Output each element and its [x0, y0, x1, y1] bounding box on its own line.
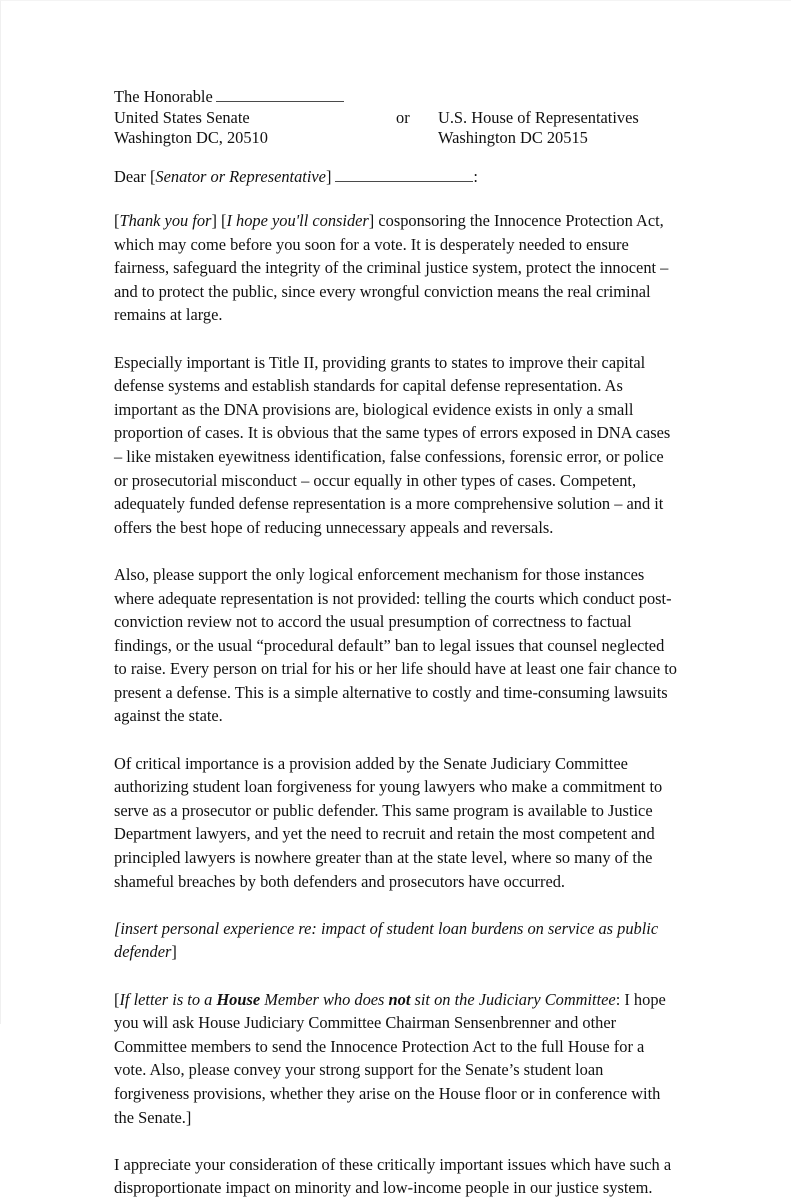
house-label: U.S. House of Representatives: [438, 107, 639, 127]
address-line-chamber: [114, 108, 680, 129]
senate-city-zip: Washington DC, 20510: [114, 128, 268, 147]
house-note-open-bracket: [: [114, 989, 120, 1009]
insert-note-close-bracket: ]: [171, 942, 177, 962]
insert-note-italic-text: [insert personal experience re: impact of student loan burdens on service as public defender: [114, 918, 659, 962]
house-note-italic-3: sit on the Judiciary Committee: [410, 989, 616, 1009]
house-note-rest: : I hope you will ask House Judiciary Committee Chairman Sensenbrenner and other Committee members to send the Innocence Protection Act to the full House for a vote. Also, please convey your strong support for the Senate’s student loan forgiveness provisions, whether they arise on the House floor or in conference with the Senate.]: [114, 989, 666, 1127]
house-note-bold-house: House: [216, 989, 261, 1009]
paragraph-6-house-member-note: [114, 988, 680, 1130]
spacer: [114, 187, 680, 209]
letter-body: [114, 87, 680, 1200]
address-line-city: [114, 128, 680, 149]
salutation-line: [114, 167, 680, 188]
paragraph-3: Also, please support the only logical enforcement mechanism for those instances where adequate representation is not provided: telling the courts which conduct post-conviction review not to accord the usual presumption of correctness to factual findings, or the usual “procedural default” ban to legal issues that counsel neglected to raise. Every person on trial for his or her life should have at least one fair chance to present a defense. This is a simple alternative to costly and time-consuming lawsuits against the state.: [114, 564, 677, 726]
option-thank-you-for: Thank you for: [119, 211, 212, 230]
house-note-italic-1: If letter is to a: [119, 989, 217, 1009]
paragraph-1: [Thank you for] [I hope you'll consider] cosponsoring the Innocence Protection Act, which may come before you soon for a vote. It is desperately needed to ensure fairness, safeguard the integrity of the criminal justice system, protect the innocent – and to protect the public, since every wrongful conviction means the real criminal remains at large.: [114, 211, 669, 325]
address-block: [114, 87, 680, 149]
house-note-bold-not: not: [388, 989, 411, 1009]
salutation-close-bracket: ]: [325, 166, 332, 186]
spacer: [114, 539, 680, 563]
salutation-colon: :: [473, 166, 478, 186]
paragraph-2: Especially important is Title II, providing grants to states to improve their capital defense systems and establish standards for capital defense representation. As important as the DNA provisions are, biological evidence exists in only a small proportion of cases. It is obvious that the same types of errors exposed in DNA cases – like mistaken eyewitness identification, false confessions, forensic error, or police or prosecutorial misconduct – occur equally in other types of cases. Competent, adequately funded defense representation is a more comprehensive solution – and it offers the best hope of reducing unnecessary appeals and reversals.: [114, 352, 671, 537]
spacer: [114, 1129, 680, 1153]
salutation-fill-line[interactable]: [335, 167, 473, 181]
salutation-greeting: Dear [: [114, 166, 156, 186]
spacer: [114, 728, 680, 752]
paragraph-7-closing: I appreciate your consideration of these critically important issues which have such a disproportionate impact on minority and low-income people in our justice system.: [114, 1154, 672, 1198]
honorable-label: The Honorable: [114, 87, 213, 106]
salutation-placeholder: Senator or Representative: [155, 166, 326, 186]
honorable-fill-line[interactable]: [216, 88, 344, 102]
spacer: [114, 327, 680, 351]
house-city-zip: Washington DC 20515: [438, 128, 588, 147]
address-line-honorable: [114, 87, 680, 108]
or-connector: or: [396, 107, 410, 127]
senate-label: United States Senate: [114, 107, 250, 127]
paragraph-4: Of critical importance is a provision added by the Senate Judiciary Committee authorizing student loan forgiveness for young lawyers who make a commitment to serve as a prosecutor or public defender. This same program is available to Justice Department lawyers, and yet the need to recruit and retain the most competent and principled lawyers is nowhere greater than at the state level, where so many of the shameful breaches by both defenders and prosecutors have occurred.: [114, 753, 663, 891]
spacer: [114, 964, 680, 988]
paragraph-1-text: ] cosponsoring the Innocence Protection Act, which may come before you soon for a vote. It is desperately needed to ensure fairness, safeguard the integrity of the criminal justice system, protect the innocent – and to protect the public, since every wrongful conviction means the real criminal remains at large.: [114, 211, 669, 325]
house-note-italic-2: Member who does: [260, 989, 389, 1009]
option-i-hope-youll-consider: I hope you'll consider: [226, 211, 369, 230]
paragraph-5-insert-note: [114, 917, 680, 964]
spacer: [114, 893, 680, 917]
